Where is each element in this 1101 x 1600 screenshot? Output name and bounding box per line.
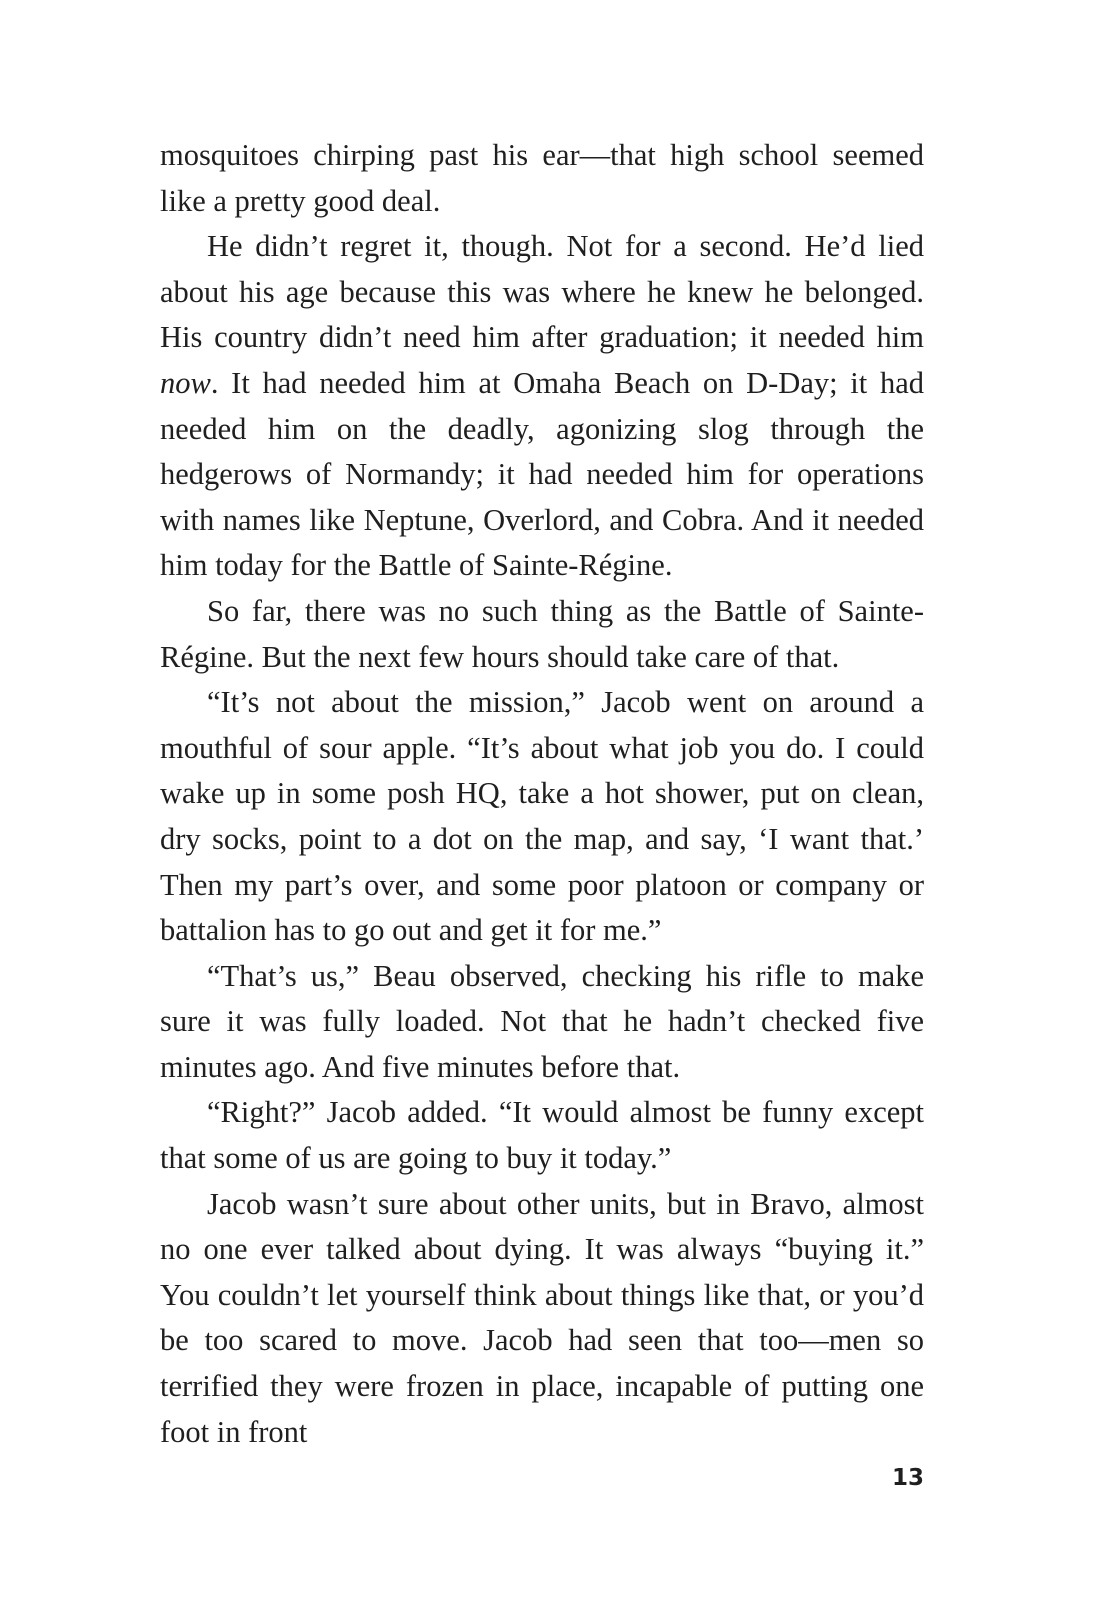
paragraph-7 bbox=[160, 1182, 924, 1456]
paragraph-6-text: “Right?” Jacob added. “It would almost be funny except that some of us are going to buy it today.” bbox=[160, 1095, 924, 1176]
paragraph-2-italic-word: now bbox=[160, 365, 211, 400]
paragraph-2-text-a: He didn’t regret it, though. Not for a second. He’d lied about his age because this was where he knew he belonged. His country didn’t need him after graduation; it needed him bbox=[160, 229, 924, 355]
paragraph-2-text-b: . It had needed him at Omaha Beach on D-Day; it had needed him on the deadly, agonizing slog through the hedgerows of Normandy; it had needed him for operations with names like Neptune, Overlord, and Cobra. And it needed him today for the Battle of Sainte-Régine. bbox=[160, 365, 924, 583]
paragraph-1 bbox=[160, 133, 924, 224]
paragraph-3-text: So far, there was no such thing as the Battle of Sainte-Régine. But the next few hours should take care of that. bbox=[160, 593, 924, 674]
paragraph-1-text: mosquitoes chirping past his ear—that high school seemed like a pretty good deal. bbox=[160, 138, 924, 218]
paragraph-5 bbox=[160, 954, 924, 1091]
paragraph-5-text: “That’s us,” Beau observed, checking his rifle to make sure it was fully loaded. Not that he hadn’t checked five minutes ago. And five minutes before that. bbox=[160, 958, 924, 1084]
paragraph-6 bbox=[160, 1090, 924, 1181]
paragraph-4-text: “It’s not about the mission,” Jacob went on around a mouthful of sour apple. “It’s about what job you do. I could wake up in some posh HQ, take a hot shower, put on clean, dry socks, point to a dot on the map, and say, ‘I want that.’ Then my part’s over, and some poor platoon or company or battalion has to go out and get it for me.” bbox=[160, 685, 924, 948]
paragraph-4 bbox=[160, 680, 924, 954]
paragraph-2 bbox=[160, 224, 924, 589]
body-text bbox=[160, 133, 924, 1455]
page-number: 13 bbox=[891, 1465, 924, 1491]
paragraph-7-text: Jacob wasn’t sure about other units, but in Bravo, almost no one ever talked about dying. It was always “buying it.” You couldn’t let yourself think about things like that, or you’d be too scared to move. Jacob had seen that too—men so terrified they were frozen in place, incapable of putting one foot in front bbox=[160, 1186, 924, 1449]
paragraph-3 bbox=[160, 589, 924, 680]
